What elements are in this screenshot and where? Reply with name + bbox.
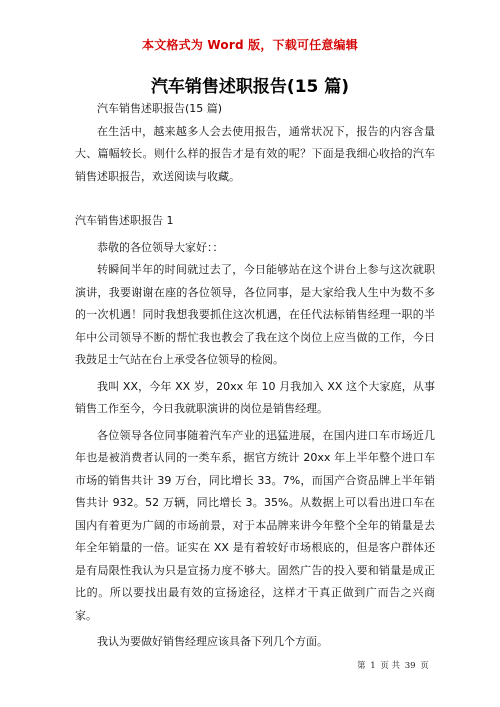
body-paragraph: 各位领导各位同事随着汽车产业的迅猛进展，在国内进口车市场近几年也是被消费者认同的一类车系，据官方统计 20xx 年上半年整个进口车市场的销售共计 39 万台，同比增长 33。7%，而国产合资品牌上半年销售共计 932。52 万辆，同比增长 3。35%。从数据上可以看出进口车在国内有着更为广阔的市场前景，对于本品牌来讲今年整个全年的销量是去年全年销量的一倍。证实在 XX 是有着较好市场根底的，但是客户群体还是有局限性我认为只是宣扬力度不够大。固然广告的投入要和销量是成正比的。所以要找出最有效的宣扬途径，这样才干真正做到广而告之兴商家。 <box>75 428 435 622</box>
body-paragraph: 我认为要做好销售经理应该具备下列几个方面。 <box>97 635 328 648</box>
footer-suffix: 页 <box>420 661 429 671</box>
salutation-paragraph: 恭敬的各位领导大家好：： <box>97 240 224 254</box>
intro-paragraph: 在生活中，越来越多人会去使用报告，通常状况下，报告的内容含量大、篇幅较长。则什么样的报告才是有效的呢？下面是我细心收拾的汽车销售述职报告，欢送阅读与收藏。 <box>75 124 435 183</box>
page-footer <box>356 659 430 671</box>
current-page-number: 1 <box>370 661 376 671</box>
document-body <box>75 98 435 654</box>
section-heading: 汽车销售述职报告 1 <box>75 214 174 227</box>
footer-prefix: 第 <box>357 661 366 671</box>
subtitle-paragraph: 汽车销售述职报告(15 篇) <box>97 102 223 115</box>
body-paragraph: 我叫 XX，今年 XX 岁，20xx 年 10 月我加入 XX 这个大家庭，从事销售工作至今，今日我就职演讲的岗位是销售经理。 <box>75 379 435 415</box>
footer-middle: 页 共 <box>380 661 401 671</box>
document-title: 汽车销售述职报告(15 篇) <box>150 77 350 97</box>
format-banner: 本文格式为 Word 版，下载可任意编辑 <box>142 38 358 52</box>
total-page-count: 39 <box>404 661 416 671</box>
body-paragraph: 转瞬间半年的时间就过去了，今日能够站在这个讲台上参与这次就职演讲，我要谢谢在座的各位领导，各位同事，是大家给我人生中为数不多的一次机遇！同时我想我要抓住这次机遇，在任代法标销售经理一职的半年中公司领导不断的帮忙我也教会了我在这个岗位上应当做的工作，今日我鼓足士气站在台上承受各位领导的检阅。 <box>75 263 435 366</box>
